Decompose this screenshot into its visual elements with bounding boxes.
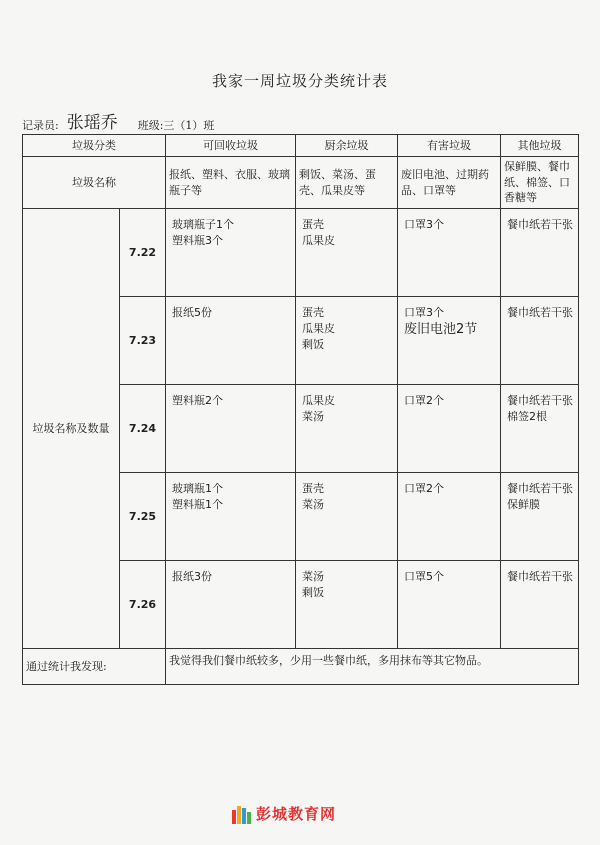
page-title: 我家一周垃圾分类统计表 xyxy=(211,72,388,90)
other-cell: 餐巾纸若干张 xyxy=(501,561,579,649)
other-cell: 餐巾纸若干张 xyxy=(501,209,579,297)
example-hazardous: 废旧电池、过期药品、口罩等 xyxy=(398,157,501,209)
other-cell: 餐巾纸若干张 棉签2根 xyxy=(501,385,579,473)
hazardous-cell: 口罩3个 xyxy=(398,209,501,297)
other-cell: 餐巾纸若干张 xyxy=(501,297,579,385)
recyclable-cell: 玻璃瓶子1个 塑料瓶3个 xyxy=(166,209,296,297)
recyclable-cell: 报纸3份 xyxy=(166,561,296,649)
logo-text: 彭城教育网 xyxy=(256,805,337,823)
recorder-name: 张瑶乔 xyxy=(66,113,118,133)
recyclable-cell: 塑料瓶2个 xyxy=(166,385,296,473)
date-cell: 7.26 xyxy=(120,561,166,649)
table-row xyxy=(23,209,579,297)
book-icon xyxy=(232,804,252,824)
date-cell: 7.24 xyxy=(120,385,166,473)
site-logo xyxy=(232,803,336,824)
recyclable-cell: 玻璃瓶1个 塑料瓶1个 xyxy=(166,473,296,561)
category-header: 垃圾分类 xyxy=(23,135,166,157)
meta-line xyxy=(22,108,214,133)
kitchen-cell: 瓜果皮 菜汤 xyxy=(296,385,398,473)
col-recyclable: 可回收垃圾 xyxy=(166,135,296,157)
date-cell: 7.25 xyxy=(120,473,166,561)
recyclable-cell: 报纸5份 xyxy=(166,297,296,385)
hazardous-cell: 口罩2个 xyxy=(398,385,501,473)
name-header: 垃圾名称 xyxy=(23,157,166,209)
example-recyclable: 报纸、塑料、衣服、玻璃瓶子等 xyxy=(166,157,296,209)
hazardous-cell: 口罩2个 xyxy=(398,473,501,561)
example-other: 保鲜膜、餐巾纸、棉签、口香糖等 xyxy=(501,157,579,209)
kitchen-cell: 蛋壳 瓜果皮 剩饭 xyxy=(296,297,398,385)
kitchen-cell: 蛋壳 瓜果皮 xyxy=(296,209,398,297)
hazardous-cell: 口罩3个 废旧电池2节 xyxy=(398,297,501,385)
hazardous-cell: 口罩5个 xyxy=(398,561,501,649)
finding-text: 我觉得我们餐巾纸较多，少用一些餐巾纸，多用抹布等其它物品。 xyxy=(166,649,579,685)
example-kitchen: 剩饭、菜汤、蛋壳、瓜果皮等 xyxy=(296,157,398,209)
kitchen-cell: 菜汤 剩饭 xyxy=(296,561,398,649)
recorder-label: 记录员: xyxy=(22,119,59,132)
col-other: 其他垃圾 xyxy=(501,135,579,157)
kitchen-cell: 蛋壳 菜汤 xyxy=(296,473,398,561)
stats-table xyxy=(22,134,579,685)
date-cell: 7.22 xyxy=(120,209,166,297)
finding-label: 通过统计我发现: xyxy=(23,649,166,685)
class-label: 班级:三（1）班 xyxy=(137,119,215,132)
col-hazardous: 有害垃圾 xyxy=(398,135,501,157)
col-kitchen: 厨余垃圾 xyxy=(296,135,398,157)
row-label: 垃圾名称及数量 xyxy=(23,209,120,649)
other-cell: 餐巾纸若干张 保鲜膜 xyxy=(501,473,579,561)
date-cell: 7.23 xyxy=(120,297,166,385)
